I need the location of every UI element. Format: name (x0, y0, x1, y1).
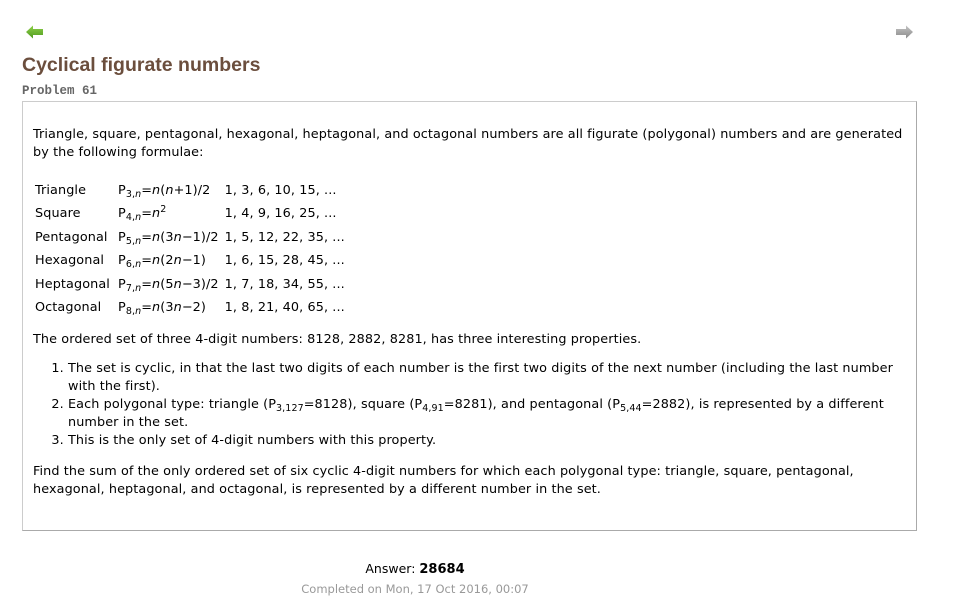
formula-expression: n(5n−3)/2 (152, 276, 219, 292)
answer (0, 561, 830, 577)
formula-cell: $P_{7,n}=n(5n-3)/2$ (118, 276, 219, 294)
sequence-cell: 1, 4, 9, 16, 25, ... (224, 206, 337, 222)
arrow-left-icon (25, 24, 45, 40)
formula-expression: n(3n−1)/2 (152, 229, 219, 245)
properties-list (33, 360, 906, 450)
polygon-name: Octagonal (35, 300, 102, 316)
formula-expression: n(2n−1) (152, 253, 206, 269)
formula-row (33, 203, 349, 227)
formula-cell: $P_{4,n}=n^2$ (118, 204, 167, 224)
question-text: Find the sum of the only ordered set of six cyclic 4-digit numbers for which each polygonal type: triangle, square, pentagonal, hexagonal, heptagonal, and octagonal, is represented by a different number in the set. (33, 464, 854, 497)
polygon-name: Triangle (35, 182, 87, 198)
properties-intro: The ordered set of three 4-digit numbers: 8128, 2882, 8281, has three interesting properties. (33, 332, 642, 347)
formula-cell: $P_{5,n}=n(3n-1)/2$ (118, 229, 219, 247)
formula-row (33, 179, 349, 203)
property-item: 1. The set is cyclic, in that the last two digits of each number is the first two digits of the next number (including the last number with the first). (68, 360, 906, 396)
formula-row (33, 273, 349, 297)
sequence-cell: 1, 3, 6, 10, 15, ... (224, 182, 337, 198)
intro-text: Triangle, square, pentagonal, hexagonal, heptagonal, and octagonal numbers are all figurate (polygonal) numbers and are generated by the following formulae: (33, 127, 903, 160)
next-problem-button[interactable] (894, 24, 914, 40)
formula-cell: $P_{8,n}=n(3n-2)$ (118, 300, 206, 318)
arrow-right-icon (894, 24, 914, 40)
polygon-name: Pentagonal (35, 229, 108, 245)
formula-expression: n(n+1)/2 (152, 182, 211, 198)
polygon-name: Square (35, 206, 81, 222)
formulae-table (33, 179, 349, 320)
completed-timestamp: Completed on Mon, 17 Oct 2016, 00:07 (301, 582, 529, 596)
problem-content (22, 101, 917, 531)
formula-row (33, 226, 349, 250)
formula-cell: $P_{6,n}=n(2n-1)$ (118, 253, 206, 271)
polygon-name: Hexagonal (35, 253, 105, 269)
sequence-cell: 1, 5, 12, 22, 35, ... (224, 229, 345, 245)
page-title: Cyclical figurate numbers (22, 54, 261, 76)
answer-label: Answer: (365, 561, 420, 576)
formula-cell: $P_{3,n}=n(n+1)/2$ (118, 182, 211, 200)
formula-expression: n (152, 206, 161, 222)
polygon-name: Heptagonal (35, 276, 110, 292)
sequence-cell: 1, 8, 21, 40, 65, ... (224, 300, 345, 316)
sequence-cell: 1, 7, 18, 34, 55, ... (224, 276, 345, 292)
sequence-cell: 1, 6, 15, 28, 45, ... (224, 253, 345, 269)
formula-row (33, 297, 349, 321)
problem-number: Problem 61 (22, 84, 98, 98)
answer-value: 28684 (419, 562, 465, 577)
previous-problem-button[interactable] (25, 24, 45, 40)
property-item: 2. Each polygonal type: triangle $(P_{3,127}=8128)$, square $(P_{4,91}=8281)$, and pentagonal $(P_{5,44}=2882)$, is represented by a different number in the set. (68, 396, 906, 432)
property-item: 3. This is the only set of 4-digit numbers with this property. (68, 432, 906, 450)
formula-row (33, 250, 349, 274)
formula-expression: n(3n−2) (152, 300, 206, 316)
